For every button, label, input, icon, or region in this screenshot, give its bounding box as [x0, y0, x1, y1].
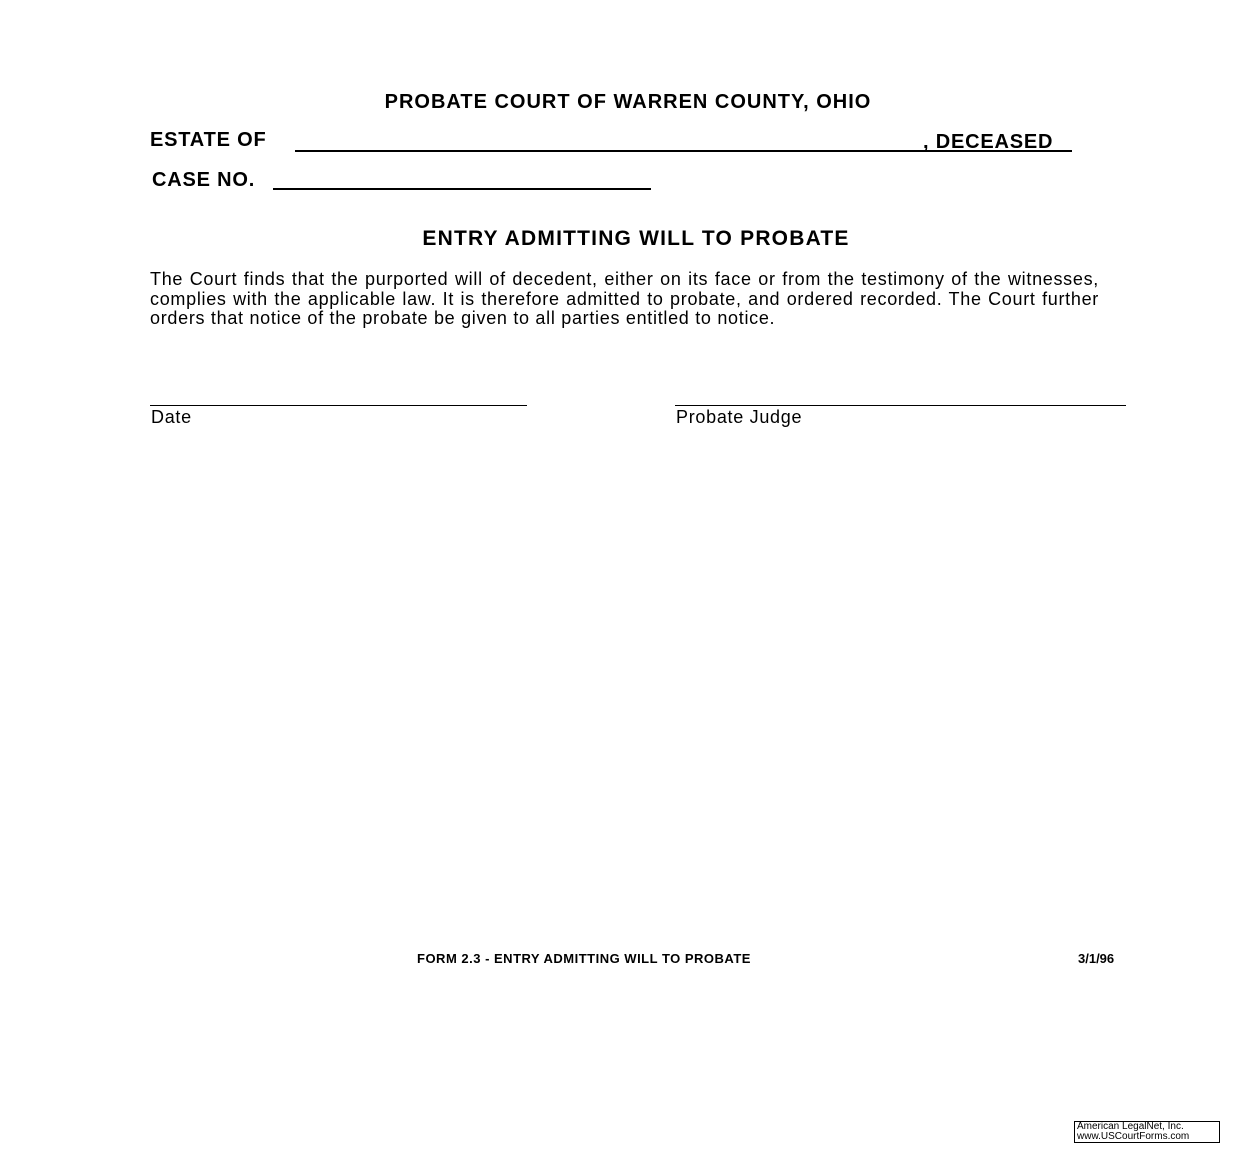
case-number-row [152, 168, 672, 198]
entry-body-text: The Court finds that the purported will of decedent, either on its face or from the testimony of the witnesses, complies with the applicable law. It is therefore admitted to probate, and ordered recorded. The Court further orders that notice of the probate be given to all parties entitled to notice. [150, 269, 1099, 328]
judge-signature-line[interactable] [675, 405, 1126, 406]
publisher-name: American LegalNet, Inc. [1077, 1121, 1184, 1132]
probate-judge-label: Probate Judge [676, 407, 803, 427]
date-label: Date [151, 407, 192, 427]
entry-title: ENTRY ADMITTING WILL TO PROBATE [422, 227, 850, 250]
publisher-stamp [1074, 1121, 1220, 1143]
publisher-website: www.USCourtForms.com [1077, 1131, 1190, 1142]
form-revision-date: 3/1/96 [1078, 951, 1115, 966]
court-title: PROBATE COURT OF WARREN COUNTY, OHIO [384, 91, 872, 113]
date-signature-line[interactable] [150, 405, 527, 406]
estate-of-label: ESTATE OF [150, 129, 267, 151]
deceased-label: , DECEASED [923, 131, 1054, 153]
case-number-label: CASE NO. [152, 169, 256, 191]
form-footer-label: FORM 2.3 - ENTRY ADMITTING WILL TO PROBATE [417, 951, 751, 966]
estate-row [150, 128, 1080, 158]
case-number-blank[interactable] [273, 188, 651, 190]
